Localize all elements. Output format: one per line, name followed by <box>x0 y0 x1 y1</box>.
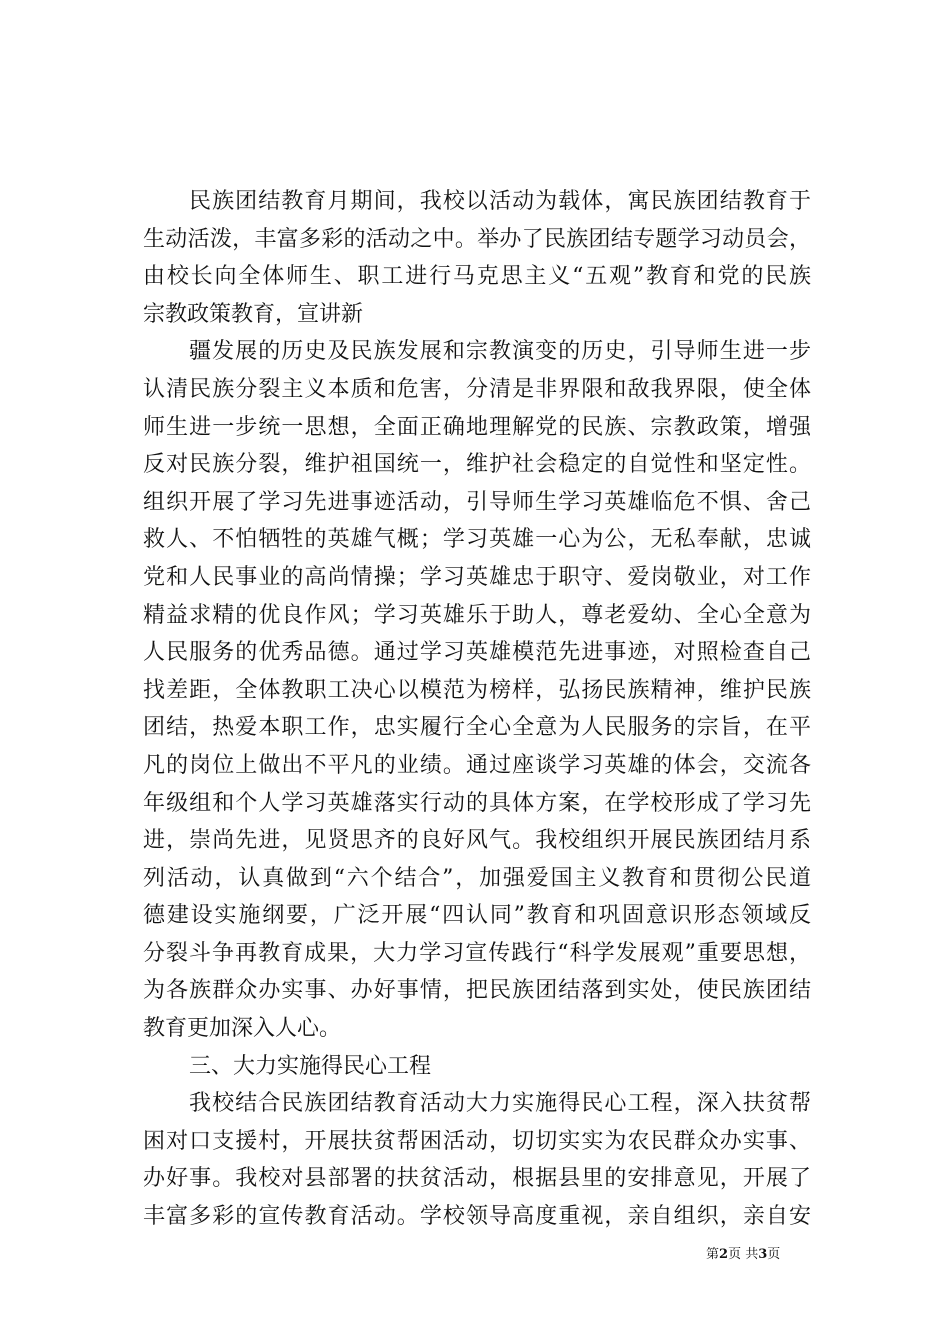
text-line: 分裂斗争再教育成果，大力学习宣传践行“科学发展观”重要思想， <box>143 940 811 966</box>
text-line: 疆发展的历史及民族发展和宗教演变的历史，引导师生进一步 <box>189 339 811 365</box>
text-line: 反对民族分裂，维护祖国统一，维护社会稳定的自觉性和坚定性。 <box>143 452 811 478</box>
text-line: 德建设实施纲要，广泛开展“四认同”教育和巩固意识形态领域反 <box>143 903 811 929</box>
footer-prefix: 第 <box>706 1247 720 1262</box>
text-line: 救人、不怕牺牲的英雄气概；学习英雄一心为公，无私奉献，忠诚 <box>143 527 811 553</box>
text-line: 党和人民事业的高尚情操；学习英雄忠于职守、爱岗敬业，对工作 <box>143 564 811 590</box>
text-line: 我校结合民族团结教育活动大力实施得民心工程，深入扶贫帮 <box>189 1091 811 1117</box>
text-line: 凡的岗位上做出不平凡的业绩。通过座谈学习英雄的体会，交流各 <box>143 752 811 778</box>
footer-middle: 页 共 <box>728 1247 759 1262</box>
text-line: 教育更加深入人心。 <box>143 1016 342 1042</box>
text-line: 人民服务的优秀品德。通过学习英雄模范先进事迹，对照检查自己 <box>143 640 811 666</box>
text-line: 三、大力实施得民心工程 <box>189 1053 432 1079</box>
text-line: 进，崇尚先进，见贤思齐的良好风气。我校组织开展民族团结月系 <box>143 828 811 854</box>
page-footer <box>706 1247 780 1263</box>
footer-current-page: 2 <box>719 1247 729 1262</box>
text-line: 组织开展了学习先进事迹活动，引导师生学习英雄临危不惧、舍己 <box>143 489 811 515</box>
text-line: 精益求精的优良作风；学习英雄乐于助人，尊老爱幼、全心全意为 <box>143 602 811 628</box>
text-line: 找差距，全体教职工决心以模范为榜样，弘扬民族精神，维护民族 <box>143 677 811 703</box>
text-line: 生动活泼，丰富多彩的活动之中。举办了民族团结专题学习动员会， <box>143 226 811 252</box>
body-text <box>143 183 811 1236</box>
text-line: 为各族群众办实事、办好事情，把民族团结落到实处，使民族团结 <box>143 978 811 1004</box>
text-line: 办好事。我校对县部署的扶贫活动，根据县里的安排意见，开展了 <box>143 1166 811 1192</box>
text-line: 宗教政策教育，宣讲新 <box>143 301 364 327</box>
text-line: 团结，热爱本职工作，忠实履行全心全意为人民服务的宗旨，在平 <box>143 715 811 741</box>
footer-total-pages: 3 <box>758 1247 768 1262</box>
text-line: 丰富多彩的宣传教育活动。学校领导高度重视，亲自组织，亲自安 <box>143 1204 811 1230</box>
text-line: 困对口支援村，开展扶贫帮困活动，切切实实为农民群众办实事、 <box>143 1128 811 1154</box>
text-line: 由校长向全体师生、职工进行马克思主义“五观”教育和党的民族 <box>143 264 811 290</box>
text-line: 认清民族分裂主义本质和危害，分清是非界限和敌我界限，使全体 <box>143 376 811 402</box>
text-line: 列活动，认真做到“六个结合”，加强爱国主义教育和贯彻公民道 <box>143 865 811 891</box>
text-line: 民族团结教育月期间，我校以活动为载体，寓民族团结教育于 <box>189 189 811 214</box>
text-line: 师生进一步统一思想，全面正确地理解党的民族、宗教政策，增强 <box>143 414 811 440</box>
text-line: 年级组和个人学习英雄落实行动的具体方案，在学校形成了学习先 <box>143 790 811 816</box>
footer-suffix: 页 <box>767 1247 781 1262</box>
